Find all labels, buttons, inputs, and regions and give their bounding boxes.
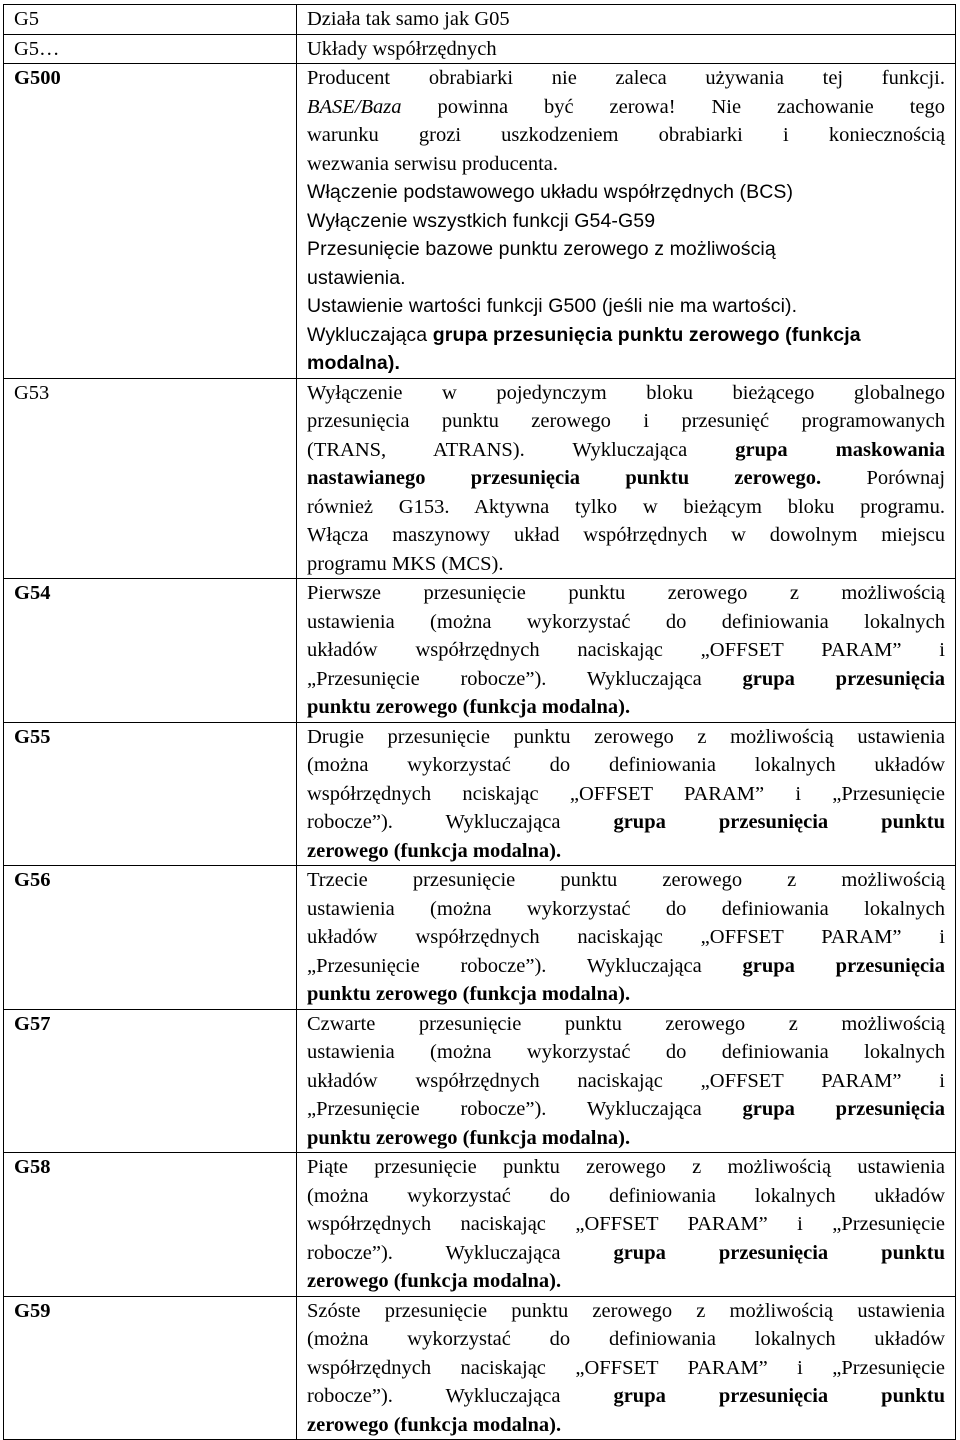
description-line: układów współrzędnych naciskając „OFFSET PARAM” i: [307, 639, 945, 661]
table-row: [4, 1009, 956, 1153]
description-line: Szóste przesunięcie punktu zerowego z możliwością ustawienia: [307, 1299, 945, 1322]
description-line: [307, 321, 945, 350]
description-line: [307, 808, 945, 837]
text-run: Porównaj: [866, 467, 946, 489]
description-line: układów współrzędnych naciskając „OFFSET PARAM” i: [307, 1069, 945, 1092]
description-line: Ustawienie wartości funkcji G500 (jeśli nie ma wartości).: [307, 295, 798, 317]
description-sans-block: [307, 178, 945, 378]
description-line: ustawienia (można wykorzystać do definiowania lokalnych: [307, 897, 945, 920]
description-cell: [297, 34, 956, 64]
gcode-cell: G57: [4, 1009, 297, 1153]
description-line: [307, 1239, 945, 1268]
table-row: [4, 1296, 956, 1440]
base-term: BASE/Baza: [307, 95, 402, 118]
description-line: ustawienia (można wykorzystać do definiowania lokalnych: [307, 1041, 945, 1063]
description-line: (można wykorzystać do definiowania lokalnych układów: [307, 1328, 945, 1350]
description-line: Piąte przesunięcie punktu zerowego z możliwością ustawienia: [307, 1156, 945, 1178]
group-name: grupa przesunięcia punktu: [613, 1241, 946, 1264]
description-line: ustawienia.: [307, 266, 406, 289]
table-row: [4, 722, 956, 866]
description-line: [307, 1095, 945, 1124]
text-run: robocze”). Wykluczająca: [307, 1385, 561, 1407]
description-line: punktu zerowego (funkcja modalna).: [307, 696, 631, 718]
description-line: (można wykorzystać do definiowania lokalnych układów: [307, 754, 945, 776]
text-run: „Przesunięcie robocze”). Wykluczająca: [307, 1098, 702, 1120]
description-line: przesunięcia punktu zerowego i przesunięć programowanych: [307, 410, 945, 432]
description-line: zerowego (funkcja modalna).: [307, 1413, 562, 1436]
description-line: Włącza maszynowy układ współrzędnych w dowolnym miejscu: [307, 524, 945, 546]
gcode-cell: G59: [4, 1296, 297, 1440]
description-line: układów współrzędnych naciskając „OFFSET PARAM” i: [307, 926, 945, 948]
description-line: [307, 1382, 945, 1411]
description-line: również G153. Aktywna tylko w bieżącym bloku programu.: [307, 495, 945, 518]
table-row: [4, 34, 956, 64]
description-cell: [297, 722, 956, 866]
gcode-cell: G53: [4, 378, 297, 579]
description-line: warunku grozi uszkodzeniem obrabiarki i koniecznością: [307, 124, 945, 146]
group-name: nastawianego przesunięcia punktu zerowego.: [307, 467, 822, 489]
description-cell: [297, 1296, 956, 1440]
description-line: modalna).: [307, 352, 400, 374]
description-line: ustawienia (można wykorzystać do definiowania lokalnych: [307, 610, 945, 633]
description-line: [307, 436, 945, 465]
description-line: [307, 464, 945, 493]
group-name: grupa przesunięcia punktu zerowego (funkcja: [432, 323, 861, 346]
exclusive-word: Wykluczająca: [307, 323, 428, 346]
text-run: „Przesunięcie robocze”). Wykluczająca: [307, 667, 702, 690]
table-row: [4, 1153, 956, 1297]
table-row: [4, 378, 956, 579]
group-name: grupa maskowania: [735, 438, 945, 461]
description-line: Czwarte przesunięcie punktu zerowego z możliwością: [307, 1012, 945, 1035]
group-name: grupa przesunięcia: [742, 954, 945, 977]
gcode-cell: G56: [4, 866, 297, 1010]
description-line: wezwania serwisu producenta.: [307, 152, 559, 175]
description-line: współrzędnych naciskając „OFFSET PARAM” i „Przesunięcie: [307, 1356, 945, 1379]
description-line: punktu zerowego (funkcja modalna).: [307, 1126, 631, 1149]
description-line: współrzędnych nciskając „OFFSET PARAM” i „Przesunięcie: [307, 782, 945, 805]
gcode-cell: G58: [4, 1153, 297, 1297]
gcode-cell: G5…: [4, 34, 297, 64]
gcode-cell: G55: [4, 722, 297, 866]
description-line: [307, 952, 945, 981]
description-line: Drugie przesunięcie punktu zerowego z możliwością ustawienia: [307, 725, 945, 748]
text-run: (TRANS, ATRANS). Wykluczająca: [307, 438, 688, 461]
description-cell: [297, 1153, 956, 1297]
group-name: grupa przesunięcia punktu: [613, 811, 946, 833]
description-cell: [297, 866, 956, 1010]
gcode-cell: G5: [4, 5, 297, 35]
description-line: Wyłączenie wszystkich funkcji G54-G59: [307, 209, 656, 232]
group-name: grupa przesunięcia: [742, 667, 945, 690]
description-line: Przesunięcie bazowe punktu zerowego z możliwością: [307, 238, 776, 260]
description-line: Pierwsze przesunięcie punktu zerowego z możliwością: [307, 582, 945, 604]
description-line: współrzędnych naciskając „OFFSET PARAM” i „Przesunięcie: [307, 1213, 945, 1235]
description-cell: [297, 5, 956, 35]
description-cell: [297, 378, 956, 579]
description-line: (można wykorzystać do definiowania lokalnych układów: [307, 1184, 945, 1207]
description-line: Producent obrabiarki nie zaleca używania tej funkcji.: [307, 67, 945, 89]
text-run: robocze”). Wykluczająca: [307, 1241, 561, 1264]
description-line: zerowego (funkcja modalna).: [307, 1270, 562, 1292]
text-run: robocze”). Wykluczająca: [307, 811, 561, 833]
description-line: Włączenie podstawowego układu współrzędnych (BCS): [307, 181, 794, 203]
description-line: Układy współrzędnych: [307, 37, 497, 60]
description-cell: [297, 64, 956, 379]
gcode-cell: G500: [4, 64, 297, 379]
text-run: „Przesunięcie robocze”). Wykluczająca: [307, 954, 702, 977]
description-line: Wyłączenie w pojedynczym bloku bieżącego globalnego: [307, 381, 945, 404]
gcode-cell: G54: [4, 579, 297, 723]
description-line: BASE/Baza powinna być zerowa! Nie zachowanie tego: [307, 95, 945, 118]
table-row: [4, 64, 956, 379]
description-line: punktu zerowego (funkcja modalna).: [307, 983, 631, 1005]
description-line: programu MKS (MCS).: [307, 552, 504, 575]
description-cell: [297, 579, 956, 723]
table-row: [4, 579, 956, 723]
group-name: grupa przesunięcia punktu: [613, 1385, 946, 1407]
description-line: Trzecie przesunięcie punktu zerowego z możliwością: [307, 869, 945, 891]
gcode-table: [3, 4, 956, 1440]
table-row: [4, 866, 956, 1010]
table-row: [4, 5, 956, 35]
description-line: [307, 665, 945, 694]
description-line: Działa tak samo jak G05: [307, 8, 510, 30]
description-line: zerowego (funkcja modalna).: [307, 839, 562, 862]
group-name: grupa przesunięcia: [742, 1098, 945, 1120]
description-cell: [297, 1009, 956, 1153]
